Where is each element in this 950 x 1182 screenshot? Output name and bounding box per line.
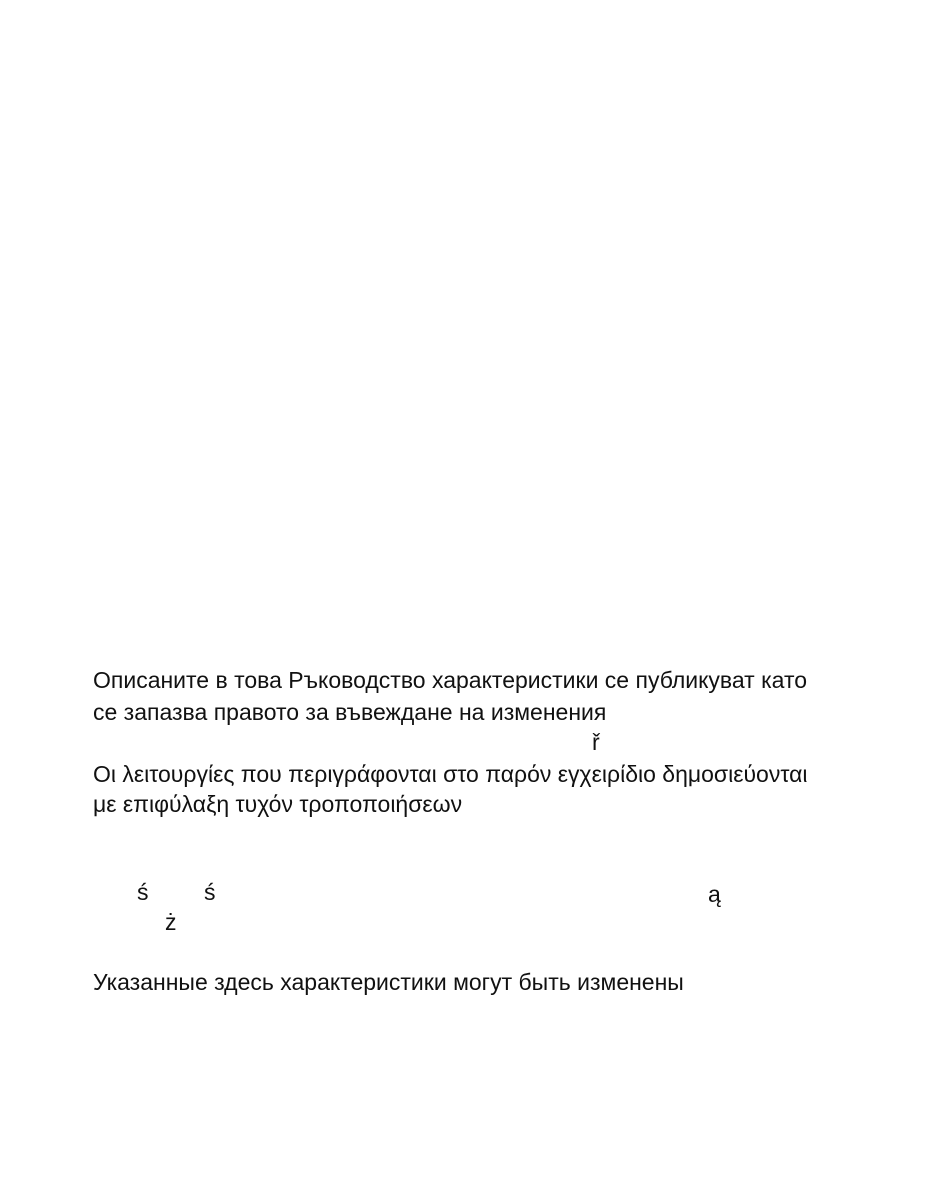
a-ogonek-glyph: ą — [708, 881, 721, 907]
s-acute-glyph-2: ś — [204, 879, 216, 905]
greek-text-line-1: Οι λειτουργίες που περιγράφονται στο παρόν εγχειρίδιο δημοσιεύονται — [93, 761, 808, 787]
greek-text-line-2: με επιφύλαξη τυχόν τροποποιήσεων — [93, 791, 463, 817]
z-dot-glyph: ż — [165, 909, 177, 935]
r-caron-glyph: ř — [592, 729, 600, 755]
russian-text-line-1: Указанные здесь характеристики могут быть изменены — [93, 969, 684, 995]
bulgarian-text-line-2: се запазва правото за въвеждане на изменения — [93, 699, 607, 725]
bulgarian-text-line-1: Описаните в това Ръководство характеристики се публикуват като — [93, 667, 808, 693]
s-acute-glyph-1: ś — [137, 879, 149, 905]
